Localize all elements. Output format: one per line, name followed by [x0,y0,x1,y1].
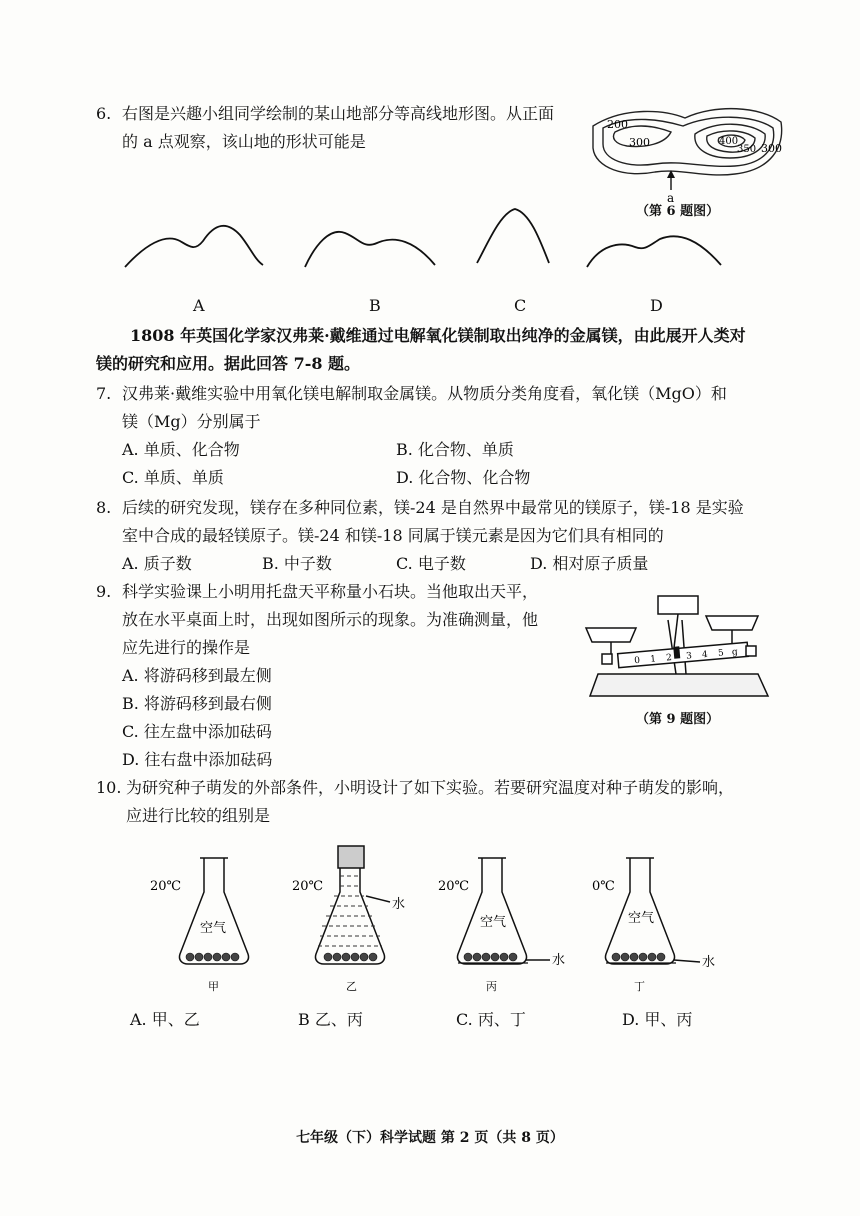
q7-stem-line2: 镁（Mg）分别属于 [122,412,261,431]
flask-jia [179,858,248,964]
q6-option-c: C [514,296,527,315]
flask-yi-water: 水 [392,897,406,912]
q8-number: 8. [96,498,112,517]
rider-weight [673,646,680,658]
intro-78-line1: 1808 年英国化学家汉弗莱·戴维通过电解氧化镁制取出纯净的金属镁，由此展开人类对 [130,326,746,345]
flask-bing [457,858,550,964]
scale-mark-g: g [731,647,739,658]
flask-bing-air: 空气 [480,915,507,930]
page-footer: 七年级（下）科学试题 第 2 页（共 8 页） [296,1130,564,1146]
q8-stem-line1: 后续的研究发现，镁存在多种同位素，镁-24 是自然界中最常见的镁原子，镁-18 是实验 [122,498,744,517]
q7-option-b: B. 化合物、单质 [396,440,514,459]
q9-number: 9. [96,582,112,601]
contour-label-300-left: 300 [629,136,650,149]
q6-option-d: D [650,296,663,315]
q10-number: 10. [96,778,122,797]
q8-option-b: B. 中子数 [262,554,332,573]
contour-label-400: 400 [719,136,739,147]
q10-option-d: D. 甲、丙 [622,1010,693,1029]
q9-stem-line1: 科学实验课上小明用托盘天平称量小石块。当他取出天平， [122,582,539,601]
scale-mark-4: 4 [701,649,709,661]
point-a-label: a [667,191,675,205]
q10-stem-line1: 为研究种子萌发的外部条件，小明设计了如下实验。若要研究温度对种子萌发的影响， [126,778,735,797]
q9-stem-line2: 放在水平桌面上时，出现如图所示的现象。为准确测量，他 [122,610,539,629]
q10-flasks-figure [140,836,740,996]
profile-a [125,226,263,267]
q10-option-c: C. 丙、丁 [456,1010,526,1029]
q6-mountain-profiles [115,205,735,280]
q6-stem-line2: 的 a 点观察，该山地的形状可能是 [122,132,366,151]
profile-d [587,236,721,267]
flask-ding-name: 丁 [634,980,645,993]
q6-figure-caption: （第 6 题图） [636,204,720,219]
q10-option-a: A. 甲、乙 [130,1010,200,1029]
flask-ding-air: 空气 [628,911,655,926]
scale-mark-5: 5 [717,648,725,659]
q8-option-d: D. 相对原子质量 [530,554,649,573]
q9-stem-line3: 应先进行的操作是 [122,638,251,657]
contour-label-350: 350 [737,144,757,155]
q9-option-b: B. 将游码移到最右侧 [122,694,272,713]
flask-ding-temp: 0℃ [592,879,615,894]
q9-option-c: C. 往左盘中添加砝码 [122,722,272,741]
flask-jia-air: 空气 [200,921,227,936]
q7-stem-line1: 汉弗莱·戴维实验中用氧化镁电解制取金属镁。从物质分类角度看，氧化镁（MgO）和 [122,384,727,403]
flask-jia-temp: 20℃ [150,879,182,894]
flask-yi-temp: 20℃ [292,879,324,894]
q6-option-a: A [193,296,205,315]
q7-option-a: A. 单质、化合物 [122,440,240,459]
flask-yi-name: 乙 [346,980,357,993]
q9-balance-figure [578,588,778,708]
flask-jia-name: 甲 [208,980,219,993]
contour-label-300-right: 300 [761,142,782,155]
q6-number: 6. [96,104,112,123]
scale-mark-3: 3 [685,651,693,662]
flask-bing-name: 丙 [486,980,497,993]
q8-stem-line2: 室中合成的最轻镁原子。镁-24 和镁-18 同属于镁元素是因为它们具有相同的 [122,526,664,545]
q9-option-d: D. 往右盘中添加砝码 [122,750,273,769]
flask-ding-water: 水 [702,955,716,970]
flask-bing-temp: 20℃ [438,879,470,894]
q6-option-b: B [369,296,381,315]
scale-mark-2: 2 [665,652,673,664]
contour-label-200: 200 [607,118,628,131]
q7-option-c: C. 单质、单质 [122,468,224,487]
q10-option-b: B 乙、丙 [298,1010,363,1029]
q6-stem-line1: 右图是兴趣小组同学绘制的某山地部分等高线地形图。从正面 [122,104,555,123]
q7-option-d: D. 化合物、化合物 [396,468,531,487]
q7-number: 7. [96,384,112,403]
flask-yi [315,846,390,964]
q10-stem-line2: 应进行比较的组别是 [126,806,271,825]
q8-option-a: A. 质子数 [122,554,192,573]
q8-option-c: C. 电子数 [396,554,466,573]
q9-figure-caption: （第 9 题图） [636,712,720,727]
scale-mark-1: 1 [649,654,657,665]
flask-bing-water: 水 [552,953,566,968]
intro-78-line2: 镁的研究和应用。据此回答 7-8 题。 [96,354,361,373]
scale-mark-0: 0 [633,655,641,667]
q9-option-a: A. 将游码移到最左侧 [122,666,272,685]
profile-b [305,232,435,267]
profile-c [477,209,549,263]
